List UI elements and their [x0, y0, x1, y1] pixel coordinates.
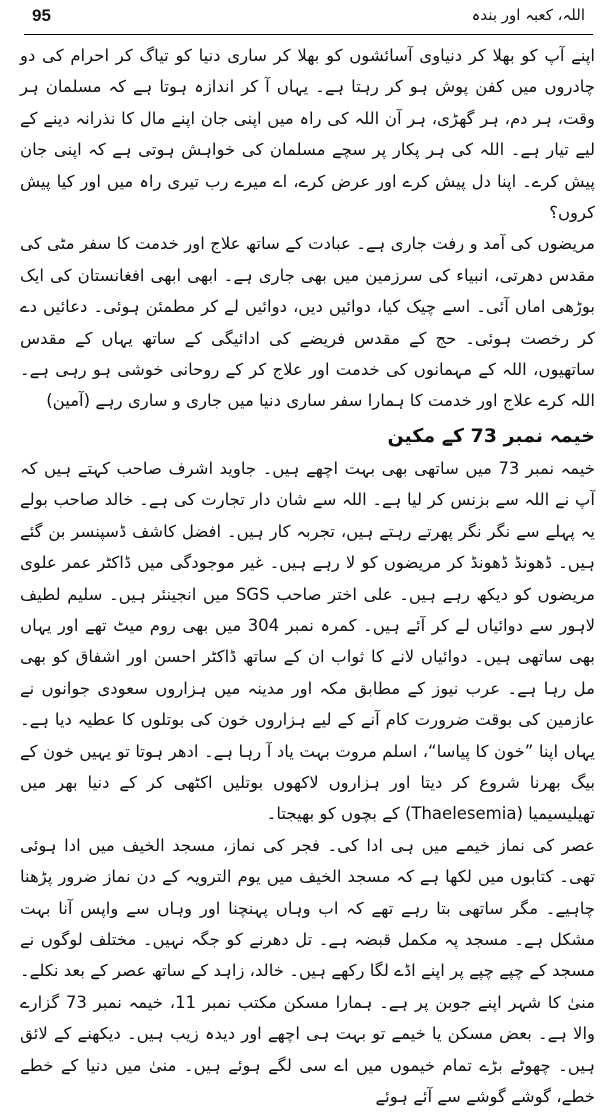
running-title: اللہ، کعبہ اور بندہ	[471, 6, 585, 24]
paragraph: مریضوں کی آمد و رفت جاری ہے۔ عبادت کے ساتھ علاج اور خدمت کا سفر مٹی کی مقدس دھرتی، انبیاء کی سرزمین میں بھی جاری ہے۔ ابھی ابھی افغانستان کی ایک بوڑھی اماں آئی۔ اسے چیک کیا، دوائیں دیں، دوائیں لے کر مطمئن ہوئی۔ دعائیں دے کر رخصت ہوئی۔ حج کے مقدس فریضے کی ادائیگی کے ساتھ یہاں کے مقدس ساتھیوں، اللہ کے مہمانوں کی خدمت اور علاج کر کے روحانی خوشی ہو رہی ہے۔ اللہ کرے علاج اور خدمت کا ہمارا سفر ساری دنیا میں جاری و ساری رہے (آمین)	[20, 234, 595, 411]
header-rule	[24, 34, 593, 35]
section-heading: خیمہ نمبر 73 کے مکین	[387, 424, 595, 447]
paragraph: اپنے آپ کو بھلا کر دنیاوی آسائشوں کو بھلا کر ساری دنیا کو تیاگ کر احرام کی دو چادروں میں کفن پوش ہو کر رہتا ہے۔ یہاں آ کر اندازہ ہوتا ہے کہ مسلمان ہر وقت، ہر دم، ہر گھڑی، ہر آن اللہ کی راہ میں اپنی جان اپنے مال کا نذرانہ دینے کے لیے تیار ہے۔ اللہ کی ہر پکار پر سچے مسلمان کی خواہش ہوتی ہے کہ اپنی جان پیش کرے۔ اپنا دل پیش کرے اور عرض کرے، اے میرے رب تیری راہ میں اور کیا پیش کروں؟	[20, 46, 595, 223]
page-number: 95	[32, 6, 51, 25]
paragraph: عصر کی نماز خیمے میں ہی ادا کی۔ فجر کی نماز، مسجد الخیف میں ادا ہوئی تھی۔ کتابوں میں لکھا ہے کہ مسجد الخیف میں یوم الترویہ کے دن نماز ضرور پڑھنا چاہیے۔ مگر ساتھی بتا رہے تھے کہ اب وہاں پہنچنا اور وہاں سے واپس آنا بہت مشکل ہے۔ مسجد پہ مکمل قبضہ ہے۔ تل دھرنے کو جگہ نہیں۔ مختلف لوگوں نے مسجد کے چپے چپے پر اپنے اڈے لگا رکھے ہیں۔ خالد، زاہد کے ساتھ عصر کے بعد نکلے۔ منیٰ کا شہر اپنے جوبن پر ہے۔ ہمارا مسکن مکتب نمبر 11، خیمہ نمبر 73 گزارے والا ہے۔ بعض مسکن یا خیمے تو بہت ہی اچھے اور دیدہ زیب ہیں۔ دیکھنے کے لائق ہیں۔ چھوٹے بڑے تمام خیموں میں اے سی لگے ہوئے ہیں۔ منیٰ میں دنیا کے خطے خطے، گوشے گوشے سے آئے ہوئے	[20, 835, 595, 1106]
paragraph: خیمہ نمبر 73 میں ساتھی بھی بہت اچھے ہیں۔ جاوید اشرف صاحب کہتے ہیں کہ آپ نے اللہ سے بزنس کر لیا ہے۔ اللہ سے شان دار تجارت کی ہے۔ خالد صاحب بولے یہ پہلے سے نگر نگر پھرتے رہتے ہیں، تجربہ کار ہیں۔ افضل کاشف ڈسپنسر بن گئے ہیں۔ ڈھونڈ ڈھونڈ کر مریضوں کو لا رہے ہیں۔ غیر موجودگی میں ڈاکٹر عمر علوی مریضوں کو دیکھ رہے ہیں۔ علی اختر صاحب SGS میں انجینئر ہیں۔ سلیم لطیف لاہور سے دوائیاں لے کر آئے ہیں۔ کمرہ نمبر 304 میں بھی روم میٹ تھے اور یہاں بھی ساتھی ہیں۔ دوائیاں لانے کا ثواب ان کے ساتھ ڈاکٹر احسن اور اشفاق کو بھی مل رہا ہے۔ عرب نیوز کے مطابق مکہ اور مدینہ میں ہزاروں سعودی جوانوں نے عازمین کی بوقت ضرورت کام آنے کے لیے ہزاروں خون کی بوتلوں کا عطیہ دیا ہے۔ یہاں اپنا ”خون کا پیاسا“، اسلم مروت بہت یاد آ رہا ہے۔ ادھر ہوتا تو یہیں خون کے بیگ بھرنا شروع کر دیتا اور ہزاروں لاکھوں بوتلیں اکٹھی کر کے دنیا بھر میں تھیلیسیمیا (Thaelesemia) کے بچوں کو بھیجتا۔	[20, 458, 595, 824]
page-body	[20, 40, 595, 1106]
